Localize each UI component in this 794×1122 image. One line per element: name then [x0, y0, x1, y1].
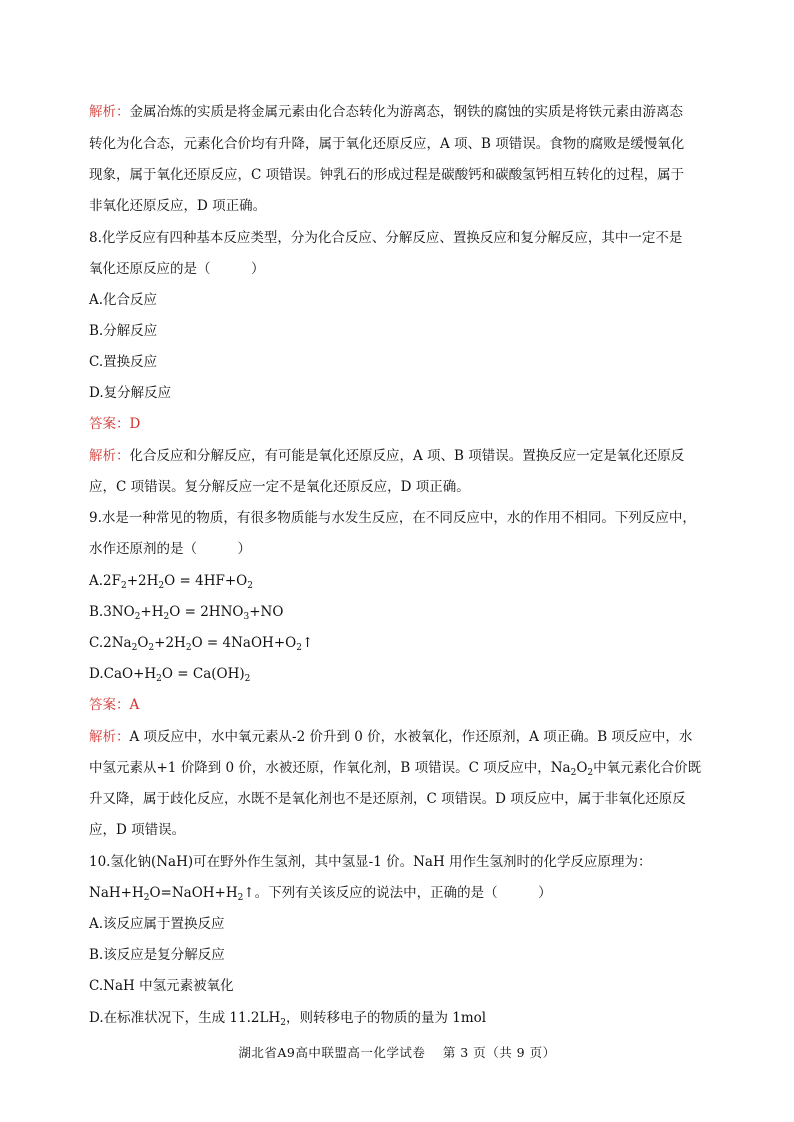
option-a: $A.2F_2+2H_2O = 4HF+O_2$: [89, 573, 253, 591]
analysis-text: 化合反应和分解反应，有可能是氧化还原反应，A 项、B 项错误。置换反应一定是氧化还原反: [129, 448, 685, 464]
analysis-text: 中氢元素从+1 价降到 0 价，水被还原，作氧化剂，B 项错误。C 项反应中，$Na_2O_2$中氧元素化合价既: [89, 760, 702, 778]
option-c: $C.2Na_2O_2+2H_2O$ = $4NaOH+O_2↑$: [89, 635, 314, 653]
analysis-line: [89, 103, 683, 121]
option-d: $D.CaO+H_2O = Ca(OH)_2$: [89, 666, 251, 684]
answer-label: 答案：: [89, 697, 130, 713]
question-10-stem: 10.氢化钠(NaH)可在野外作生氢剂，其中氢显-1 价。NaH 用作生氢剂时的化学反应原理为：: [89, 854, 652, 870]
answer-label: 答案：: [89, 416, 130, 432]
analysis-line: [89, 728, 692, 746]
option-b: B.该反应是复分解反应: [89, 947, 225, 963]
question-9-stem: 9.水是一种常见的物质，有很多物质能与水发生反应，在不同反应中，水的作用不相同。下列反应中，: [89, 510, 696, 526]
option-c: C.NaH 中氢元素被氧化: [89, 978, 234, 994]
option-b: B.分解反应: [89, 323, 158, 339]
question-8-stem: 氧化还原反应的是（ ）: [89, 261, 265, 277]
page-footer: 湖北省A9高中联盟高一化学试卷 第 3 页（共 9 页）: [238, 1045, 556, 1060]
analysis-label: 解析：: [89, 448, 130, 464]
answer-value: D: [129, 416, 141, 432]
analysis-label: 解析：: [89, 729, 130, 745]
option-c: C.置换反应: [89, 354, 158, 370]
analysis-label: 解析：: [89, 104, 130, 120]
question-10-stem: $NaH+H_2O=NaOH+H_2↑$。下列有关该反应的说法中，正确的是（ ）: [89, 885, 552, 903]
answer-line: [89, 415, 140, 433]
answer-value: A: [129, 697, 140, 713]
analysis-text: 转化为化合态，元素化合价均有升降，属于氧化还原反应，A 项、B 项错误。食物的腐败是缓慢氧化: [89, 136, 685, 152]
analysis-text: 金属冶炼的实质是将金属元素由化合态转化为游离态，钢铁的腐蚀的实质是将铁元素由游离态: [129, 104, 683, 120]
option-d: D.复分解反应: [89, 385, 172, 401]
analysis-text: A 项反应中，水中氧元素从-2 价升到 0 价，水被氧化，作还原剂，A 项正确。B 项反应中，水: [129, 729, 693, 745]
option-d: D.在标准状况下，生成 $11.2LH_2$，则转移电子的物质的量为 1mol: [89, 1010, 487, 1028]
analysis-text: 现象，属于氧化还原反应，C 项错误。钟乳石的形成过程是碳酸钙和碳酸氢钙相互转化的过程，属于: [89, 167, 685, 183]
analysis-line: [89, 447, 684, 465]
analysis-text: 应，C 项错误。复分解反应一定不是氧化还原反应，D 项正确。: [89, 479, 470, 495]
option-a: A.化合反应: [89, 292, 158, 308]
option-b: $B.3NO_2+H_2O = 2HNO_3+NO$: [89, 604, 284, 622]
question-8-stem: 8.化学反应有四种基本反应类型，分为化合反应、分解反应、置换反应和复分解反应，其中一定不是: [89, 230, 683, 246]
analysis-text: 应，D 项错误。: [89, 822, 186, 838]
option-a: A.该反应属于置换反应: [89, 916, 225, 932]
analysis-text: 非氧化还原反应，D 项正确。: [89, 198, 267, 214]
answer-line: [89, 696, 139, 714]
analysis-text: 升又降，属于歧化反应，水既不是氧化剂也不是还原剂，C 项错误。D 项反应中，属于非氧化还原反: [89, 791, 686, 807]
question-9-stem: 水作还原剂的是（ ）: [89, 541, 251, 557]
